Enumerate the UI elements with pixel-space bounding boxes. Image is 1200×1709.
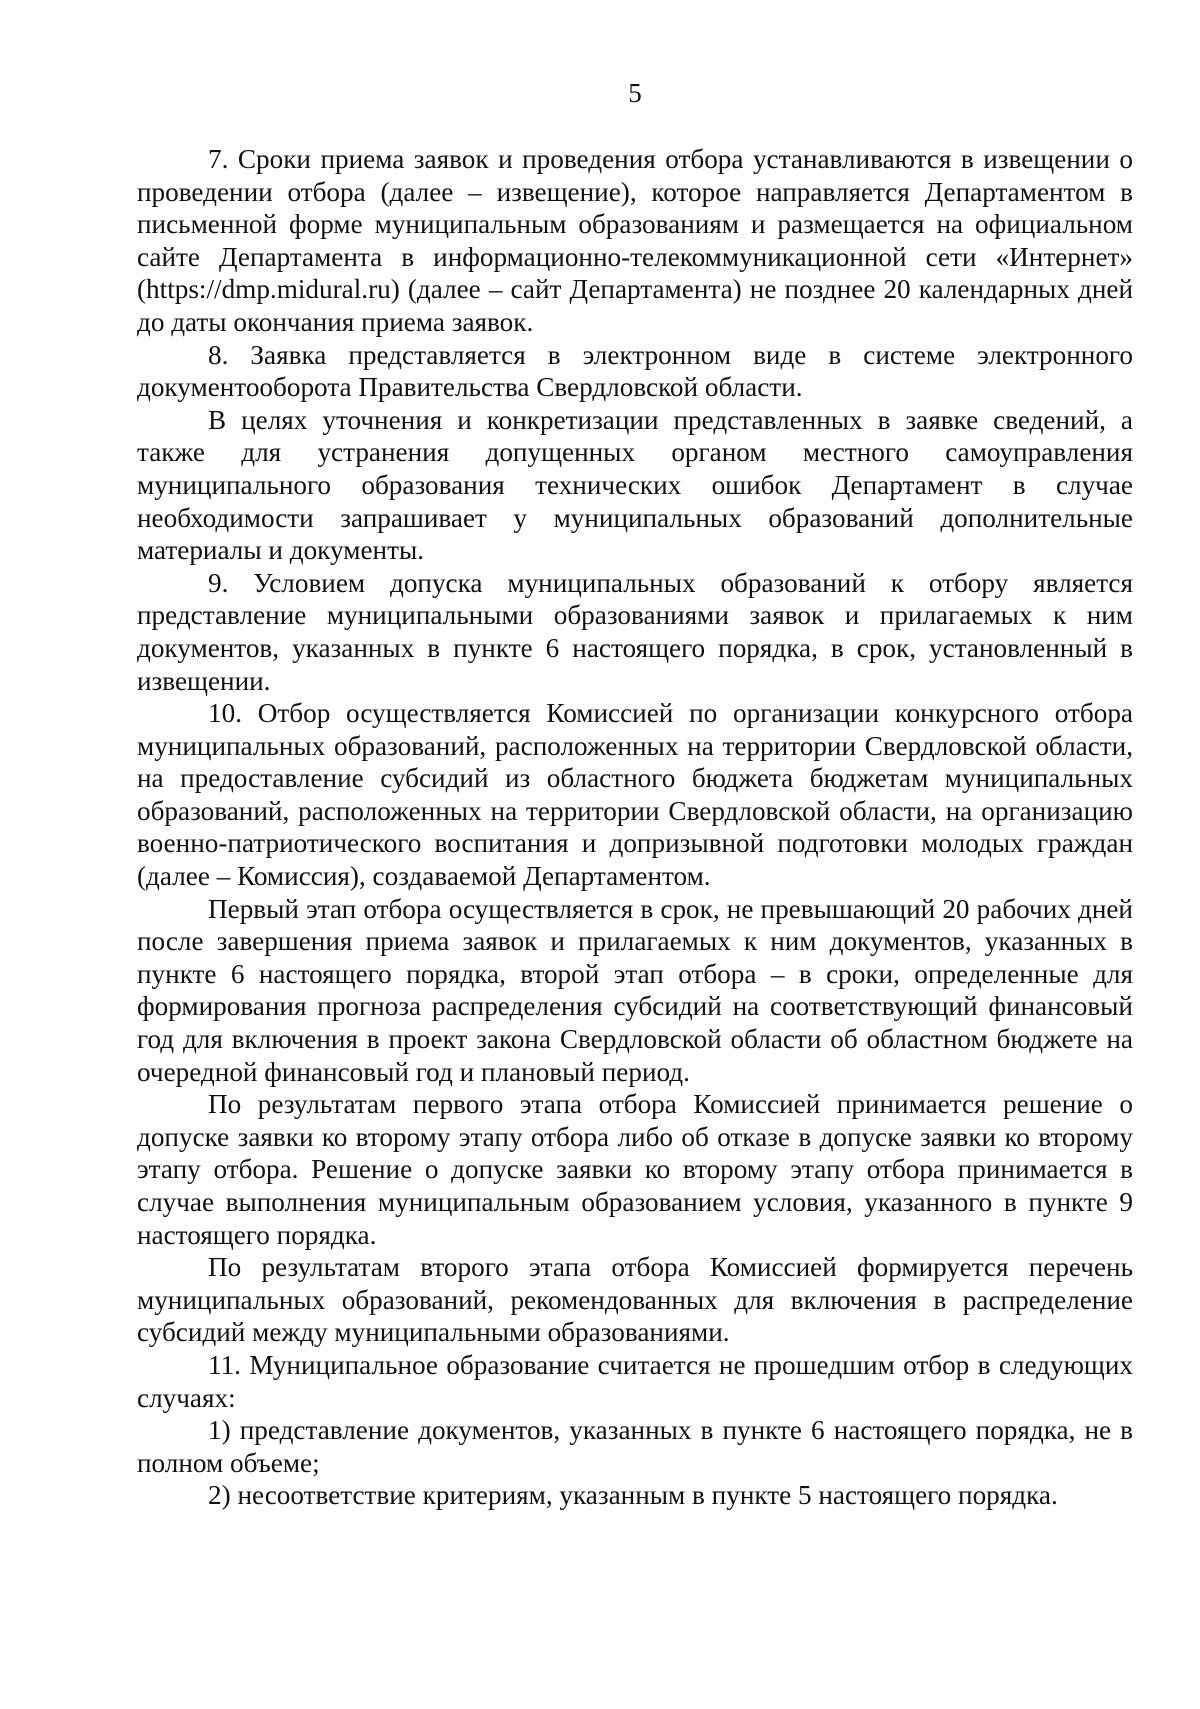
- paragraph-10-second-stage-results: По результатам второго этапа отбора Комиссией формируется перечень муниципальных образований, рекомендованных для включения в распределение субсидий между муниципальными образованиями.: [137, 1252, 1133, 1348]
- paragraph-7-application-deadlines: 7. Сроки приема заявок и проведения отбора устанавливаются в извещении о проведении отбора (далее – извещение), которое направляется Департаментом в письменной форме муниципальным образованиям и размещается на официальном сайте Департамента в информационно-телекоммуникационной сети «Интернет» (https://dmp.midural.ru) (далее – сайт Департамента) не позднее 20 календарных дней до даты окончания приема заявок.: [137, 144, 1133, 337]
- paragraph-9-admission-condition: 9. Условием допуска муниципальных образований к отбору является представление муниципальными образованиями заявок и прилагаемых к ним документов, указанных в пункте 6 настоящего порядка, в срок, установленный в извещении.: [137, 567, 1133, 696]
- paragraph-10-first-stage-results: По результатам первого этапа отбора Комиссией принимается решение о допуске заявки ко второму этапу отбора либо об отказе в допуске заявки ко второму этапу отбора. Решение о допуске заявки ко второму этапу отбора принимается в случае выполнения муниципальным образованием условия, указанного в пункте 9 настоящего порядка.: [137, 1089, 1133, 1250]
- paragraph-8-electronic-submission: 8. Заявка представляется в электронном виде в системе электронного документооборота Правительства Свердловской области.: [137, 339, 1133, 403]
- list-item-incomplete-documents: 1) представление документов, указанных в пункте 6 настоящего порядка, не в полном объеме;: [137, 1415, 1133, 1478]
- paragraph-11-failure-cases: 11. Муниципальное образование считается не прошедшим отбор в следующих случаях:: [137, 1349, 1133, 1413]
- paragraph-10-selection-stages: Первый этап отбора осуществляется в срок, не превышающий 20 рабочих дней после завершения приема заявок и прилагаемых к ним документов, указанных в пункте 6 настоящего порядка, второй этап отбора – в сроки, определенные для формирования прогноза распределения субсидий на соответствующий финансовый год для включения в проект закона Свердловской области об областном бюджете на очередной финансовый год и плановый период.: [137, 893, 1133, 1087]
- page-number: 5: [628, 78, 642, 108]
- list-item-criteria-mismatch: 2) несоответствие критериям, указанным в пункте 5 настоящего порядка.: [208, 1480, 1058, 1511]
- paragraph-8-clarification-requests: В целях уточнения и конкретизации представленных в заявке сведений, а также для устранения допущенных органом местного самоуправления муниципального образования технических ошибок Департамент в случае необходимости запрашивает у муниципальных образований дополнительные материалы и документы.: [137, 404, 1133, 566]
- document-body: [137, 143, 1133, 1512]
- paragraph-10-commission: 10. Отбор осуществляется Комиссией по организации конкурсного отбора муниципальных образований, расположенных на территории Свердловской области, на предоставление субсидий из областного бюджета бюджетам муниципальных образований, расположенных на территории Свердловской области, на организацию военно-патриотического воспитания и допризывной подготовки молодых граждан (далее – Комиссия), создаваемой Департаментом.: [137, 698, 1133, 892]
